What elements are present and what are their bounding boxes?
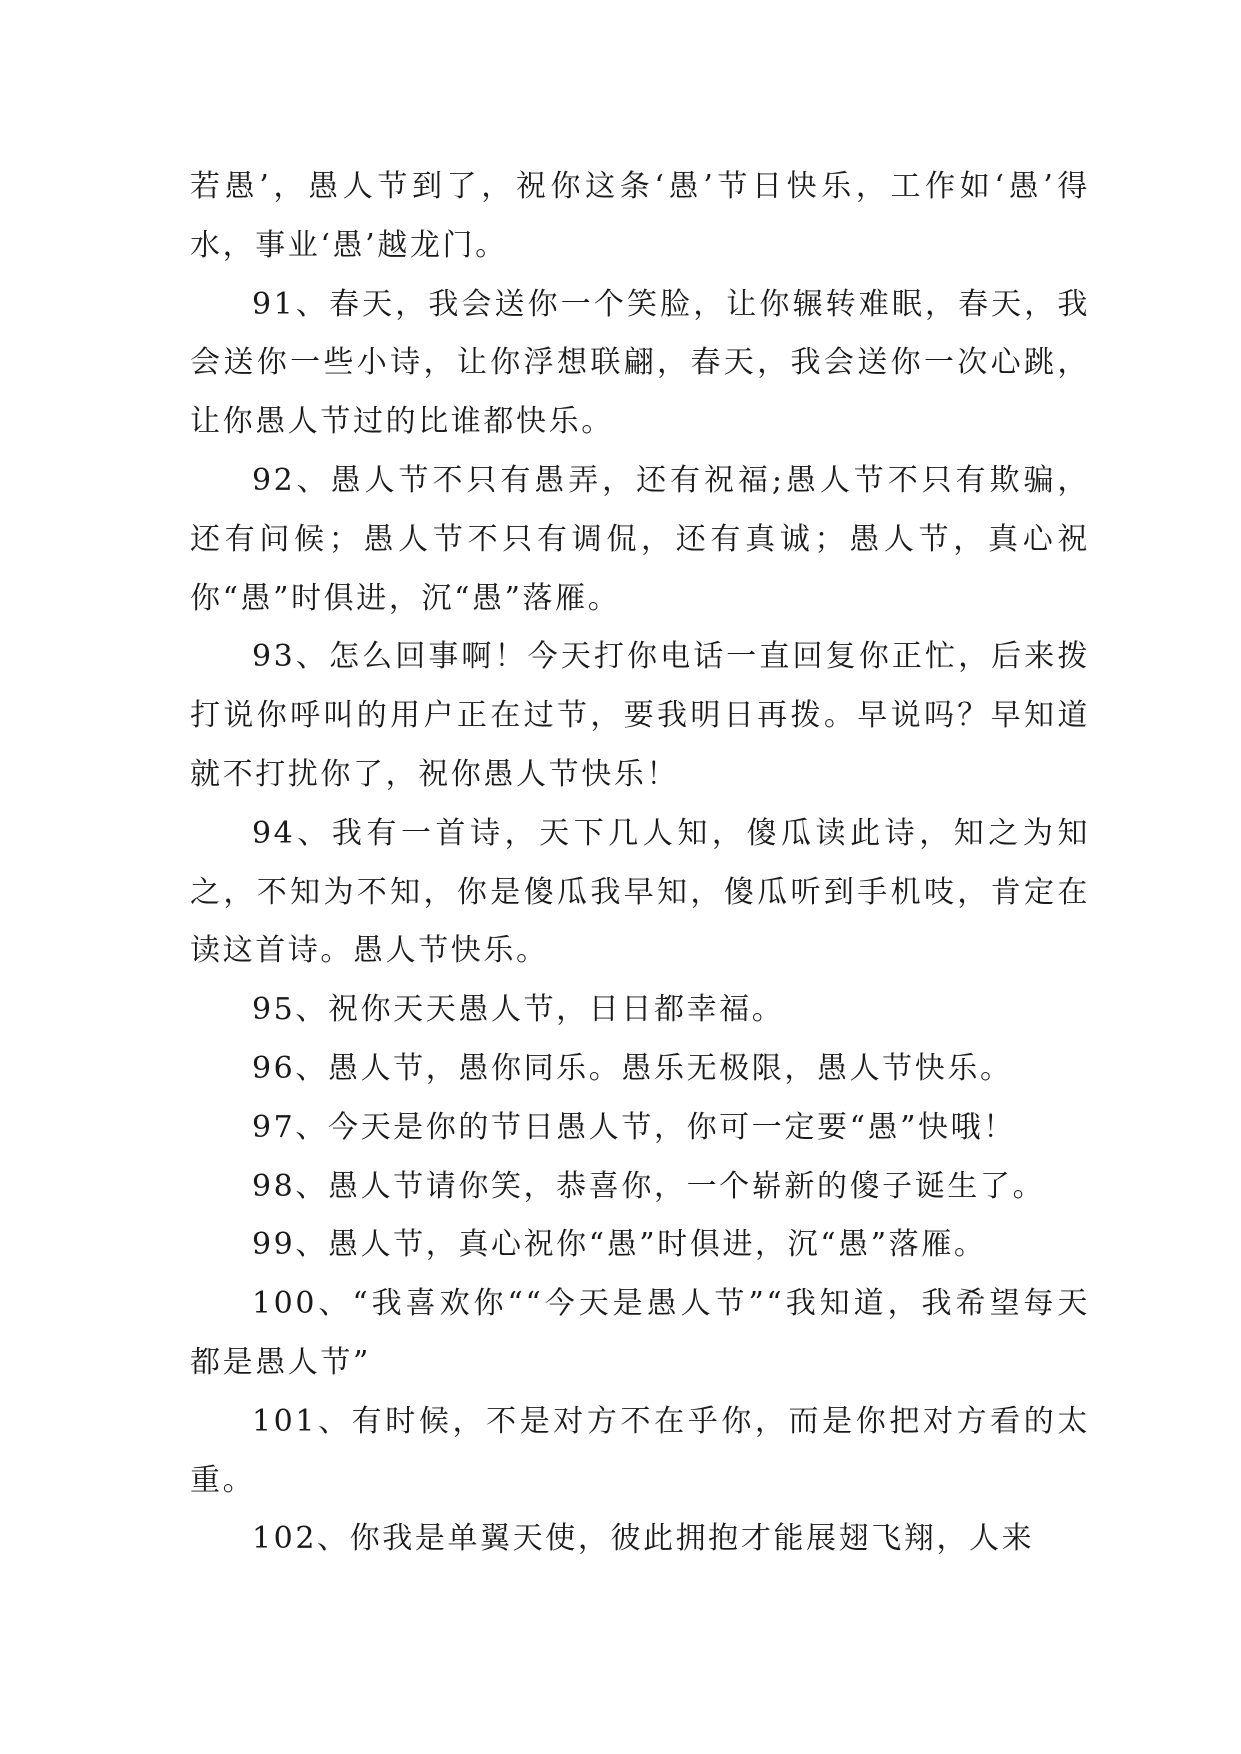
paragraph: 95、祝你天天愚人节，日日都幸福。 xyxy=(252,992,785,1028)
paragraph: 93、怎么回事啊！今天打你电话一直回复你正忙，后来拨打说你呼叫的用户正在过节，要我明日再拨。早说吗？早知道就不打扰你了，祝你愚人节快乐！ xyxy=(190,639,1090,792)
paragraph: 98、愚人节请你笑，恭喜你，一个崭新的傻子诞生了。 xyxy=(252,1168,1046,1204)
paragraph: 91、春天，我会送你一个笑脸，让你辗转难眠，春天，我会送你一些小诗，让你浮想联翩，春天，我会送你一次心跳，让你愚人节过的比谁都快乐。 xyxy=(190,286,1090,440)
paragraph: 97、今天是你的节日愚人节，你可一定要“愚”快哦！ xyxy=(252,1109,1016,1145)
paragraph: 若愚’，愚人节到了，祝你这条‘愚’节日快乐，工作如‘愚’得水，事业‘愚’越龙门。 xyxy=(190,169,1090,263)
document-body xyxy=(190,158,1090,1569)
paragraph: 100、“我喜欢你““今天是愚人节”“我知道，我希望每天都是愚人节” xyxy=(190,1286,1090,1380)
paragraph: 102、你我是单翼天使，彼此拥抱才能展翅飞翔，人来 xyxy=(252,1521,1035,1557)
paragraph: 96、愚人节，愚你同乐。愚乐无极限，愚人节快乐。 xyxy=(252,1050,1013,1086)
paragraph: 94、我有一首诗，天下几人知，傻瓜读此诗，知之为知之，不知为不知，你是傻瓜我早知，傻瓜听到手机吱，肯定在读这首诗。愚人节快乐。 xyxy=(190,815,1090,969)
paragraph: 99、愚人节，真心祝你“愚”时俱进，沉“愚”落雁。 xyxy=(252,1227,987,1263)
paragraph: 92、愚人节不只有愚弄，还有祝福;愚人节不只有欺骗，还有问候；愚人节不只有调侃，还有真诚；愚人节，真心祝你“愚”时俱进，沉“愚”落雁。 xyxy=(190,462,1090,616)
paragraph: 101、有时候，不是对方不在乎你，而是你把对方看的太重。 xyxy=(190,1403,1090,1498)
